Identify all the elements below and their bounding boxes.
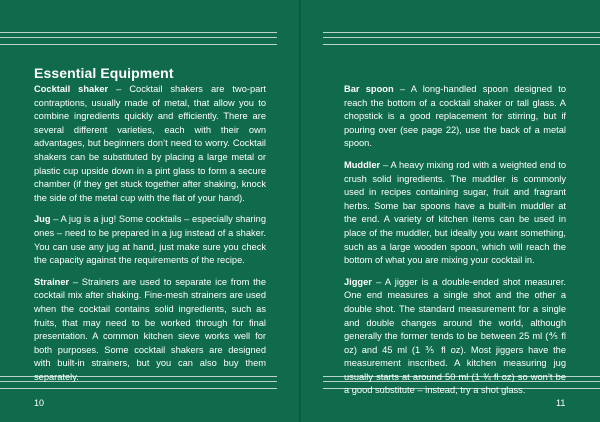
paragraph-cocktail-shaker — [34, 83, 266, 205]
top-right-border-lines — [323, 32, 600, 45]
page-number-left: 10 — [34, 398, 45, 408]
term-label: Bar spoon — [344, 84, 394, 94]
page-gutter — [299, 0, 301, 422]
term-label: Cocktail shaker — [34, 84, 109, 94]
paragraph-jug — [34, 213, 266, 267]
term-label: Jug — [34, 214, 51, 225]
term-description: – Strainers are used to separate ice from the cocktail mix after shaking. Fine-mesh strainers are used when the cocktail contains solid ingredients, such as fruits, that may need to be worked through for final presentation. A common kitchen sieve works well for both purposes. Some cocktail shakers are designed with built-in strainers, but you can also buy them separately. — [34, 276, 266, 382]
paragraph-strainer — [34, 276, 266, 385]
term-description: – A long-handled spoon designed to reach the bottom of a cocktail shaker or tall glass. A chopstick is a good replacement for stirring, but if pouring over (see page 22), use the back of a metal spoon. — [344, 84, 566, 149]
term-description: – A jug is a jug! Some cocktails – especially sharing ones – need to be prepared in a jug instead of a shaker. You can use any jug at hand, just make sure you check the capacity against the requirements of the recipe. — [34, 214, 266, 266]
term-label: Muddler — [344, 159, 381, 170]
right-page-column — [344, 83, 566, 406]
term-label: Strainer — [34, 276, 70, 287]
page-number-right: 11 — [556, 398, 566, 408]
paragraph-jigger — [344, 276, 566, 398]
term-description: – A heavy mixing rod with a weighted end to crush solid ingredients. The muddler is commonly used in recipes containing sugar, fruit and fragrant herbs. Some bar spoons have a built-in muddler at the end. A variety of kitchen items can be used in place of the muddler, but ideally you want something, such as a large wooden spoon, which will reach the bottom of what you are mixing your cocktail in. — [344, 159, 566, 266]
term-description: – A jigger is a double-ended shot measurer. One end measures a single shot and the other a double shot. The standard measurement for a single and double changes around the world, although generally the former tends to be between 25 ml (⅘ fl oz) and 45 ml (1 ⅗ fl oz). Most jiggers have the measurement inscribed. A kitchen measuring jug usually starts at around 50 ml (1 ¾ fl oz) so won’t be a good substitute – instead, try a shot glass. — [344, 276, 566, 396]
top-left-border-lines — [0, 32, 277, 45]
section-heading: Essential Equipment — [34, 65, 174, 81]
paragraph-bar-spoon — [344, 83, 566, 151]
left-page-column — [34, 83, 266, 392]
term-label: Jigger — [344, 276, 372, 287]
paragraph-muddler — [344, 159, 566, 268]
term-description: – Cocktail shakers are two-part contraptions, usually made of metal, that allow you to combine ingredients quickly and efficiently. There are several different varieties, each with their own advantages, but beginners don’t need to worry. Cocktail shakers can be substituted by placing a large metal or plastic cup upside down in a pint glass to form a secure chamber (if they get stuck together after shaking, knock the side of the metal cup with the flat of your hand). — [34, 84, 266, 203]
